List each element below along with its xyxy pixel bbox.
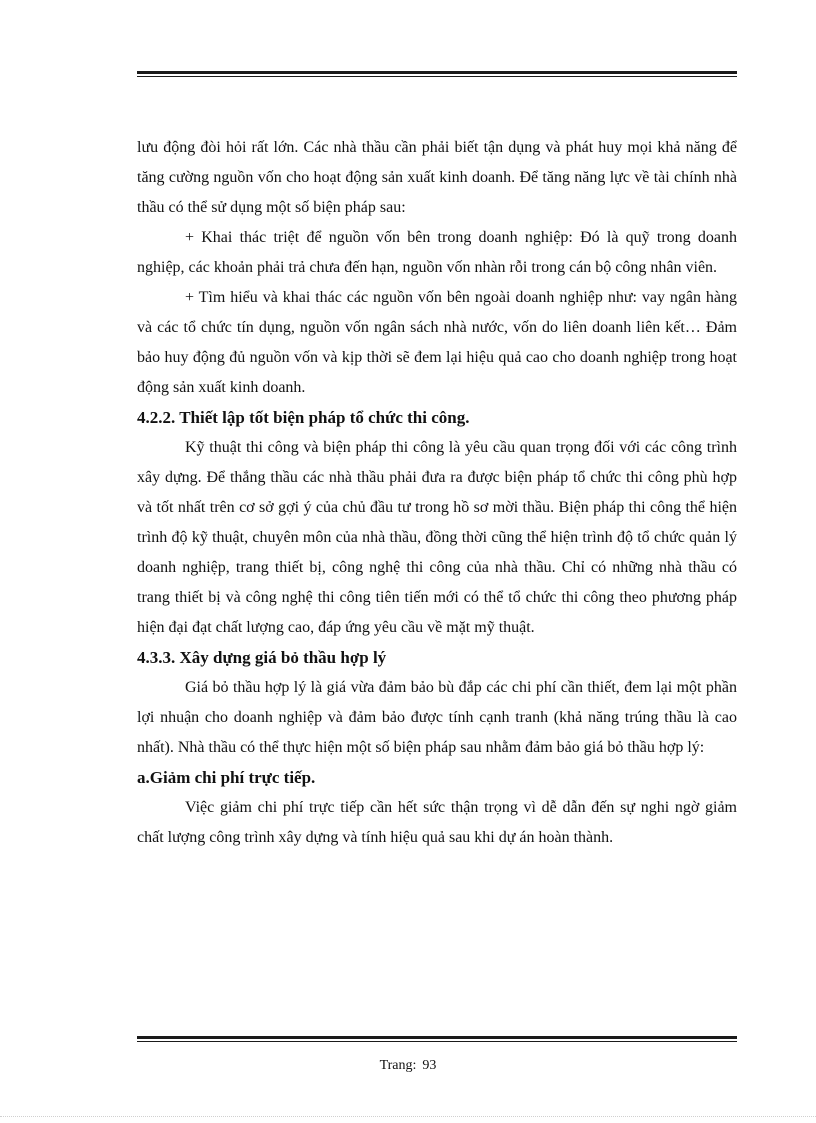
section-heading: 4.2.2. Thiết lập tốt biện pháp tổ chức thi công. xyxy=(137,408,470,427)
paragraph: Kỹ thuật thi công và biện pháp thi công là yêu cầu quan trọng đối với các công trình xây dựng. Để thắng thầu các nhà thầu phải đưa ra được biện pháp tổ chức thi công phù hợp và tốt nhất trên cơ sở gợi ý của chủ đầu tư trong hồ sơ mời thầu. Biện pháp thi công thể hiện trình độ kỹ thuật, chuyên môn của nhà thầu, đồng thời cũng thể hiện trình độ tổ chức quản lý doanh nghiệp, trang thiết bị, công nghệ thi công của nhà thầu. Chỉ có những nhà thầu có trang thiết bị và công nghệ thi công tiên tiến mới có thể tổ chức thi công theo phương pháp hiện đại đạt chất lượng cao, đáp ứng yêu cầu về mặt mỹ thuật. xyxy=(137,439,737,636)
paragraph: lưu động đòi hỏi rất lớn. Các nhà thầu cần phải biết tận dụng và phát huy mọi khả năng để tăng cường nguồn vốn cho hoạt động sản xuất kinh doanh. Để tăng năng lực về tài chính nhà thầu có thể sử dụng một số biện pháp sau: xyxy=(137,139,737,216)
footer-rule xyxy=(137,1036,737,1042)
subsection-heading: a.Giảm chi phí trực tiếp. xyxy=(137,768,316,787)
paragraph: Giá bỏ thầu hợp lý là giá vừa đảm bảo bù đắp các chi phí cần thiết, đem lại một phần lợi nhuận cho doanh nghiệp và đảm bảo được tính cạnh tranh (khả năng trúng thầu là cao nhất). Nhà thầu có thể thực hiện một số biện pháp sau nhằm đảm bảo giá bỏ thầu hợp lý: xyxy=(137,679,737,756)
paragraph: + Tìm hiểu và khai thác các nguồn vốn bên ngoài doanh nghiệp như: vay ngân hàng và các tổ chức tín dụng, nguồn vốn ngân sách nhà nước, vốn do liên doanh liên kết… Đảm bảo huy động đủ nguồn vốn và kịp thời sẽ đem lại hiệu quả cao cho doanh nghiệp trong hoạt động sản xuất kinh doanh. xyxy=(137,289,737,396)
page-body xyxy=(137,133,737,853)
paragraph: Việc giảm chi phí trực tiếp cần hết sức thận trọng vì dễ dẫn đến sự nghi ngờ giảm chất lượng công trình xây dựng và tính hiệu quả sau khi dự án hoàn thành. xyxy=(137,799,737,846)
section-heading: 4.3.3. Xây dựng giá bỏ thầu hợp lý xyxy=(137,648,387,667)
header-rule xyxy=(137,71,737,77)
page-edge-divider xyxy=(0,1116,816,1117)
page-number: 93 xyxy=(422,1058,437,1073)
page-label: Trang: xyxy=(379,1058,417,1073)
paragraph: + Khai thác triệt để nguồn vốn bên trong doanh nghiệp: Đó là quỹ trong doanh nghiệp, các khoản phải trả chưa đến hạn, nguồn vốn nhàn rỗi trong cán bộ công nhân viên. xyxy=(137,229,737,276)
page-footer xyxy=(0,1056,816,1076)
